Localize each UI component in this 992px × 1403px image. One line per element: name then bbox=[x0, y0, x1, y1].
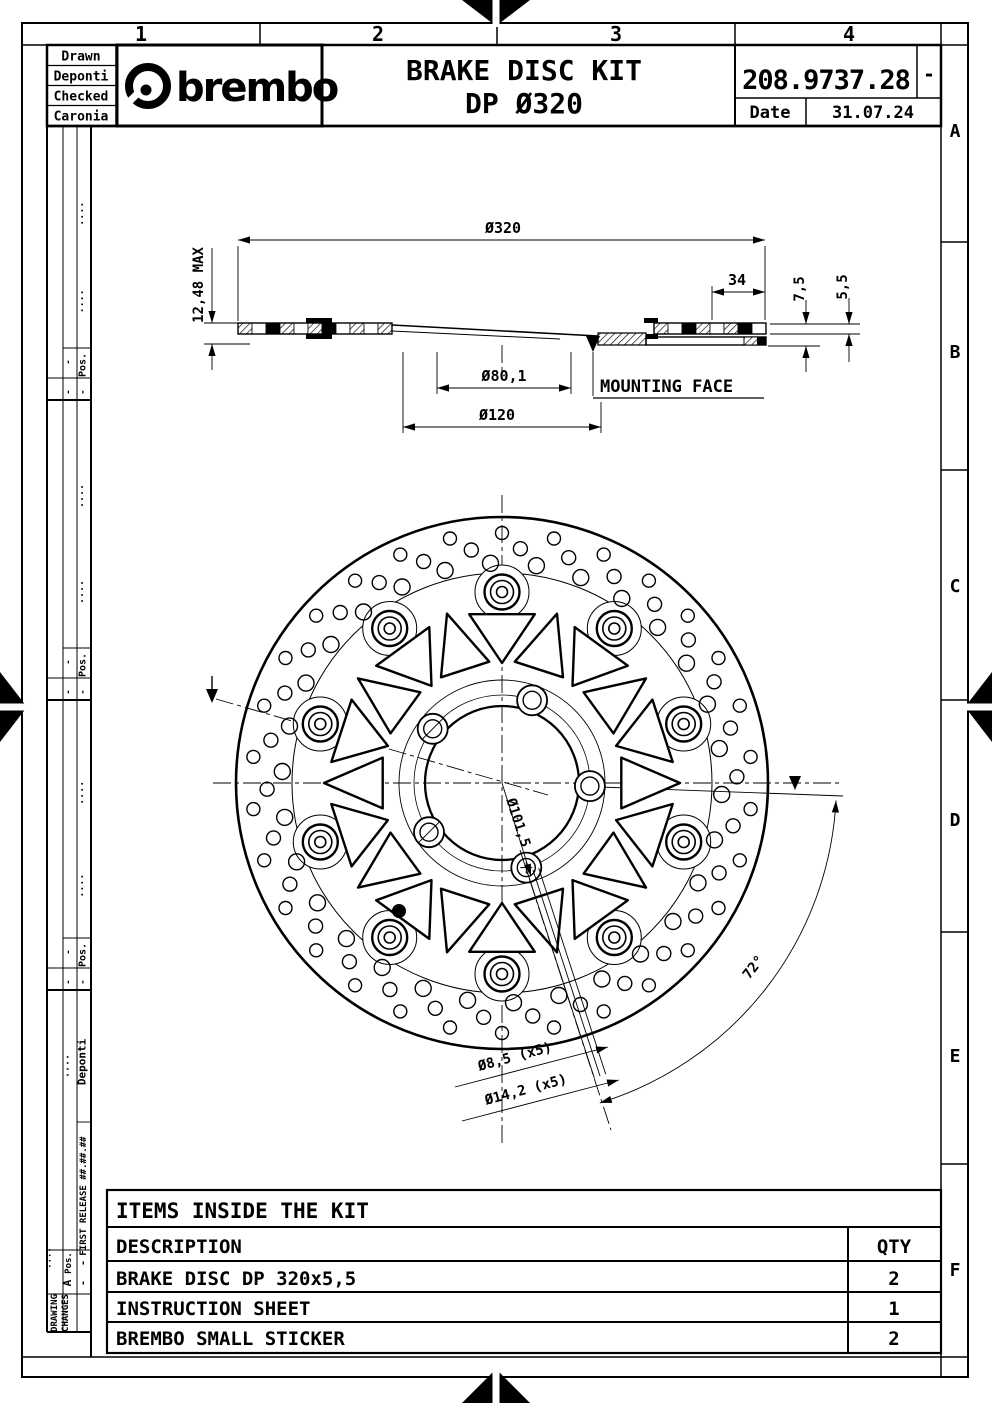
disc-drill-hole bbox=[349, 574, 362, 587]
section-band-cell bbox=[668, 323, 682, 334]
pos-label: Pos. bbox=[64, 1252, 74, 1274]
dots: ···· bbox=[77, 780, 89, 805]
disc-drill-hole bbox=[323, 637, 339, 653]
disc-drill-hole bbox=[597, 1005, 610, 1018]
disc-drill-hole bbox=[548, 1021, 561, 1034]
disc-drill-hole bbox=[712, 866, 726, 880]
date-value: 31.07.24 bbox=[832, 103, 914, 123]
callout-holes-large: Ø14,2 (x5) bbox=[483, 1071, 569, 1109]
dots: ···· bbox=[77, 201, 89, 226]
disc-drill-hole bbox=[689, 909, 703, 923]
disc-drill-hole bbox=[279, 652, 292, 665]
table-row bbox=[116, 1268, 900, 1290]
section-band-cell bbox=[238, 323, 252, 334]
section-band-cell bbox=[308, 323, 322, 334]
disc-drill-hole bbox=[310, 944, 323, 957]
disc-drill-hole bbox=[573, 570, 589, 586]
disc-drill-hole bbox=[415, 980, 431, 996]
kit-table-qty-header: QTY bbox=[876, 1236, 912, 1258]
disc-drill-hole bbox=[548, 532, 561, 545]
section-view bbox=[191, 219, 860, 433]
mounting-face-label: MOUNTING FACE bbox=[600, 377, 734, 397]
section-band-cell bbox=[738, 323, 752, 334]
disc-drill-hole bbox=[551, 988, 567, 1004]
section-band-cell bbox=[336, 323, 350, 334]
section-band-cell bbox=[322, 323, 336, 334]
dots: ···· bbox=[63, 1053, 74, 1079]
revision-letter: A bbox=[61, 1279, 74, 1287]
disc-drill-hole bbox=[258, 699, 271, 712]
callout-holes-small: Ø8,5 (x5) bbox=[476, 1039, 554, 1075]
kit-table-description-header: DESCRIPTION bbox=[116, 1236, 242, 1258]
disc-drill-hole bbox=[730, 770, 744, 784]
disc-drill-hole bbox=[690, 875, 706, 891]
disc-drill-hole bbox=[283, 877, 297, 891]
dim-7-5: 7,5 bbox=[792, 276, 808, 302]
dash: - bbox=[64, 949, 74, 955]
row-letter: B bbox=[949, 342, 961, 363]
revision-code: - bbox=[922, 62, 936, 86]
disc-drill-hole bbox=[394, 548, 407, 561]
section-band-cell bbox=[266, 323, 280, 334]
disc-drill-hole bbox=[310, 895, 326, 911]
row-letter: F bbox=[949, 1260, 961, 1281]
disc-drill-hole bbox=[650, 619, 666, 635]
disc-drill-hole bbox=[562, 551, 576, 565]
section-band-cell bbox=[696, 323, 710, 334]
part-number: 208.9737.28 bbox=[742, 65, 910, 96]
changes-line1: DRAWING bbox=[50, 1294, 60, 1332]
carrier-cutout-outer bbox=[324, 758, 383, 809]
disc-drill-hole bbox=[642, 574, 655, 587]
title-block bbox=[47, 45, 941, 126]
section-band-cell bbox=[752, 323, 766, 334]
dash: - bbox=[78, 389, 89, 395]
disc-drill-hole bbox=[594, 971, 610, 987]
row-qty: 2 bbox=[888, 1328, 900, 1350]
section-band-cell bbox=[364, 323, 378, 334]
disc-drill-hole bbox=[417, 555, 431, 569]
disc-drill-hole bbox=[712, 652, 725, 665]
kit-table bbox=[107, 1190, 941, 1353]
dash: - bbox=[78, 979, 89, 985]
release-note: FIRST RELEASE ##.##.## bbox=[79, 1136, 89, 1256]
disc-drill-hole bbox=[279, 902, 292, 915]
row-letter: C bbox=[949, 576, 961, 597]
section-band-cell bbox=[280, 323, 294, 334]
dash: - bbox=[78, 1279, 89, 1287]
disc-drill-hole bbox=[464, 543, 478, 557]
disc-drill-hole bbox=[726, 819, 740, 833]
disc-drill-hole bbox=[437, 563, 453, 579]
disc-drill-hole bbox=[665, 914, 681, 930]
changes-line2: CHANGES bbox=[61, 1294, 71, 1332]
disc-drill-hole bbox=[444, 532, 457, 545]
checked-value: Caronia bbox=[53, 109, 109, 125]
dim-80-1: Ø80,1 bbox=[481, 367, 527, 385]
disc-drill-hole bbox=[714, 787, 730, 803]
checked-label: Checked bbox=[53, 89, 109, 105]
disc-drill-hole bbox=[342, 955, 356, 969]
disc-drill-hole bbox=[349, 979, 362, 992]
disc-drill-hole bbox=[247, 750, 260, 763]
disc-drill-hole bbox=[477, 1010, 491, 1024]
disc-drill-hole bbox=[711, 741, 727, 757]
disc-drill-hole bbox=[428, 1001, 442, 1015]
disc-drill-hole bbox=[526, 1009, 540, 1023]
disc-drill-hole bbox=[278, 686, 292, 700]
disc-drill-hole bbox=[267, 831, 281, 845]
dash: - bbox=[64, 359, 74, 365]
disc-drill-hole bbox=[394, 1005, 407, 1018]
main-frame bbox=[47, 45, 941, 1357]
disc-drill-hole bbox=[724, 721, 738, 735]
disc-drill-hole bbox=[258, 854, 271, 867]
col-number: 3 bbox=[609, 22, 623, 46]
disc-drill-hole bbox=[298, 675, 314, 691]
disc-drill-hole bbox=[372, 576, 386, 590]
disc-drill-hole bbox=[744, 750, 757, 763]
row-letter: D bbox=[949, 810, 961, 831]
row-letter: A bbox=[949, 121, 961, 142]
disc-drill-hole bbox=[733, 854, 746, 867]
dash: - bbox=[64, 389, 74, 395]
dim-5-5: 5,5 bbox=[835, 274, 851, 300]
section-band-cell bbox=[654, 323, 668, 334]
dots: ···· bbox=[77, 579, 89, 605]
kit-table-title: ITEMS INSIDE THE KIT bbox=[116, 1199, 369, 1223]
disc-drill-hole bbox=[260, 782, 274, 796]
disc-drill-hole bbox=[607, 570, 621, 584]
disc-drill-hole bbox=[277, 809, 293, 825]
row-letter: E bbox=[949, 1046, 961, 1067]
disc-drill-hole bbox=[648, 597, 662, 611]
table-row bbox=[116, 1298, 900, 1320]
dim-34: 34 bbox=[727, 271, 747, 289]
disc-drill-hole bbox=[733, 699, 746, 712]
disc-drill-hole bbox=[274, 764, 290, 780]
dash: - bbox=[64, 659, 74, 665]
disc-drill-hole bbox=[681, 633, 695, 647]
disc-drill-hole bbox=[460, 992, 476, 1008]
dim-height-max: 12,48 MAX bbox=[191, 247, 207, 323]
dots: ···· bbox=[77, 483, 89, 509]
section-band-cell bbox=[350, 323, 364, 334]
disc-drill-hole bbox=[338, 931, 354, 947]
col-number: 2 bbox=[371, 22, 385, 46]
pos-label: Pos. bbox=[77, 352, 89, 378]
drawing-title-line2: DP Ø320 bbox=[464, 87, 584, 120]
disc-drill-hole bbox=[657, 947, 671, 961]
disc-drill-hole bbox=[383, 983, 397, 997]
dots: ···· bbox=[77, 873, 89, 898]
col-number: 1 bbox=[134, 22, 148, 46]
disc-drill-hole bbox=[679, 655, 695, 671]
revision-strip bbox=[46, 126, 91, 1332]
dash: - bbox=[78, 1259, 89, 1267]
section-band-cell bbox=[378, 323, 392, 334]
pos-label: Pos. bbox=[77, 652, 89, 678]
table-row bbox=[116, 1328, 900, 1350]
disc-drill-hole bbox=[642, 979, 655, 992]
disc-drill-hole bbox=[301, 643, 315, 657]
brembo-logo-icon bbox=[128, 67, 167, 105]
section-band-cell bbox=[682, 323, 696, 334]
disc-drill-hole bbox=[528, 558, 544, 574]
disc-drill-hole bbox=[309, 919, 323, 933]
row-description: BREMBO SMALL STICKER bbox=[116, 1328, 345, 1350]
section-band-cell bbox=[252, 323, 266, 334]
drawing-title-line1: BRAKE DISC KIT bbox=[405, 54, 643, 87]
date-label: Date bbox=[749, 103, 791, 123]
disc-drill-hole bbox=[247, 803, 260, 816]
disc-drill-hole bbox=[394, 579, 410, 595]
disc-drill-hole bbox=[707, 675, 721, 689]
disc-drill-hole bbox=[444, 1021, 457, 1034]
drawn-value: Deponti bbox=[53, 69, 109, 85]
dash: - bbox=[64, 979, 74, 985]
pos-label: Pos. bbox=[77, 942, 89, 968]
dots: ···· bbox=[46, 1247, 56, 1269]
dim-120: Ø120 bbox=[478, 406, 516, 424]
dash: - bbox=[78, 689, 89, 695]
row-qty: 1 bbox=[888, 1298, 900, 1320]
dash: - bbox=[64, 689, 74, 695]
section-band-cell bbox=[294, 323, 308, 334]
section-band-cell bbox=[710, 323, 724, 334]
brand-wordmark: brembo bbox=[176, 65, 338, 111]
row-description: INSTRUCTION SHEET bbox=[116, 1298, 311, 1320]
bolt-hole bbox=[575, 771, 605, 801]
dim-angle-72: 72° bbox=[739, 952, 768, 983]
bolt-hole bbox=[517, 685, 547, 715]
disc-drill-hole bbox=[618, 976, 632, 990]
grid-row-letters bbox=[950, 121, 961, 1281]
disc-drill-hole bbox=[333, 606, 347, 620]
disc-drill-hole bbox=[310, 609, 323, 622]
row-description: BRAKE DISC DP 320x5,5 bbox=[116, 1268, 357, 1290]
carrier-cutout-outer bbox=[621, 758, 680, 809]
disc-drill-hole bbox=[744, 803, 757, 816]
drawn-label: Drawn bbox=[61, 49, 101, 65]
col-number: 4 bbox=[842, 22, 856, 46]
disc-drill-hole bbox=[597, 548, 610, 561]
front-view bbox=[206, 495, 843, 1145]
disc-drill-hole bbox=[712, 902, 725, 915]
dim-bolt-circle: Ø101,5 bbox=[502, 796, 534, 850]
disc-drill-hole bbox=[264, 733, 278, 747]
wear-indicator-dot bbox=[392, 904, 406, 918]
signature: Deponti bbox=[75, 1038, 89, 1086]
dots: ···· bbox=[77, 289, 89, 314]
disc-drill-hole bbox=[681, 609, 694, 622]
dim-outer-diameter: Ø320 bbox=[484, 219, 522, 237]
section-band-cell bbox=[724, 323, 738, 334]
row-qty: 2 bbox=[888, 1268, 900, 1290]
disc-drill-hole bbox=[681, 944, 694, 957]
disc-drill-hole bbox=[513, 542, 527, 556]
